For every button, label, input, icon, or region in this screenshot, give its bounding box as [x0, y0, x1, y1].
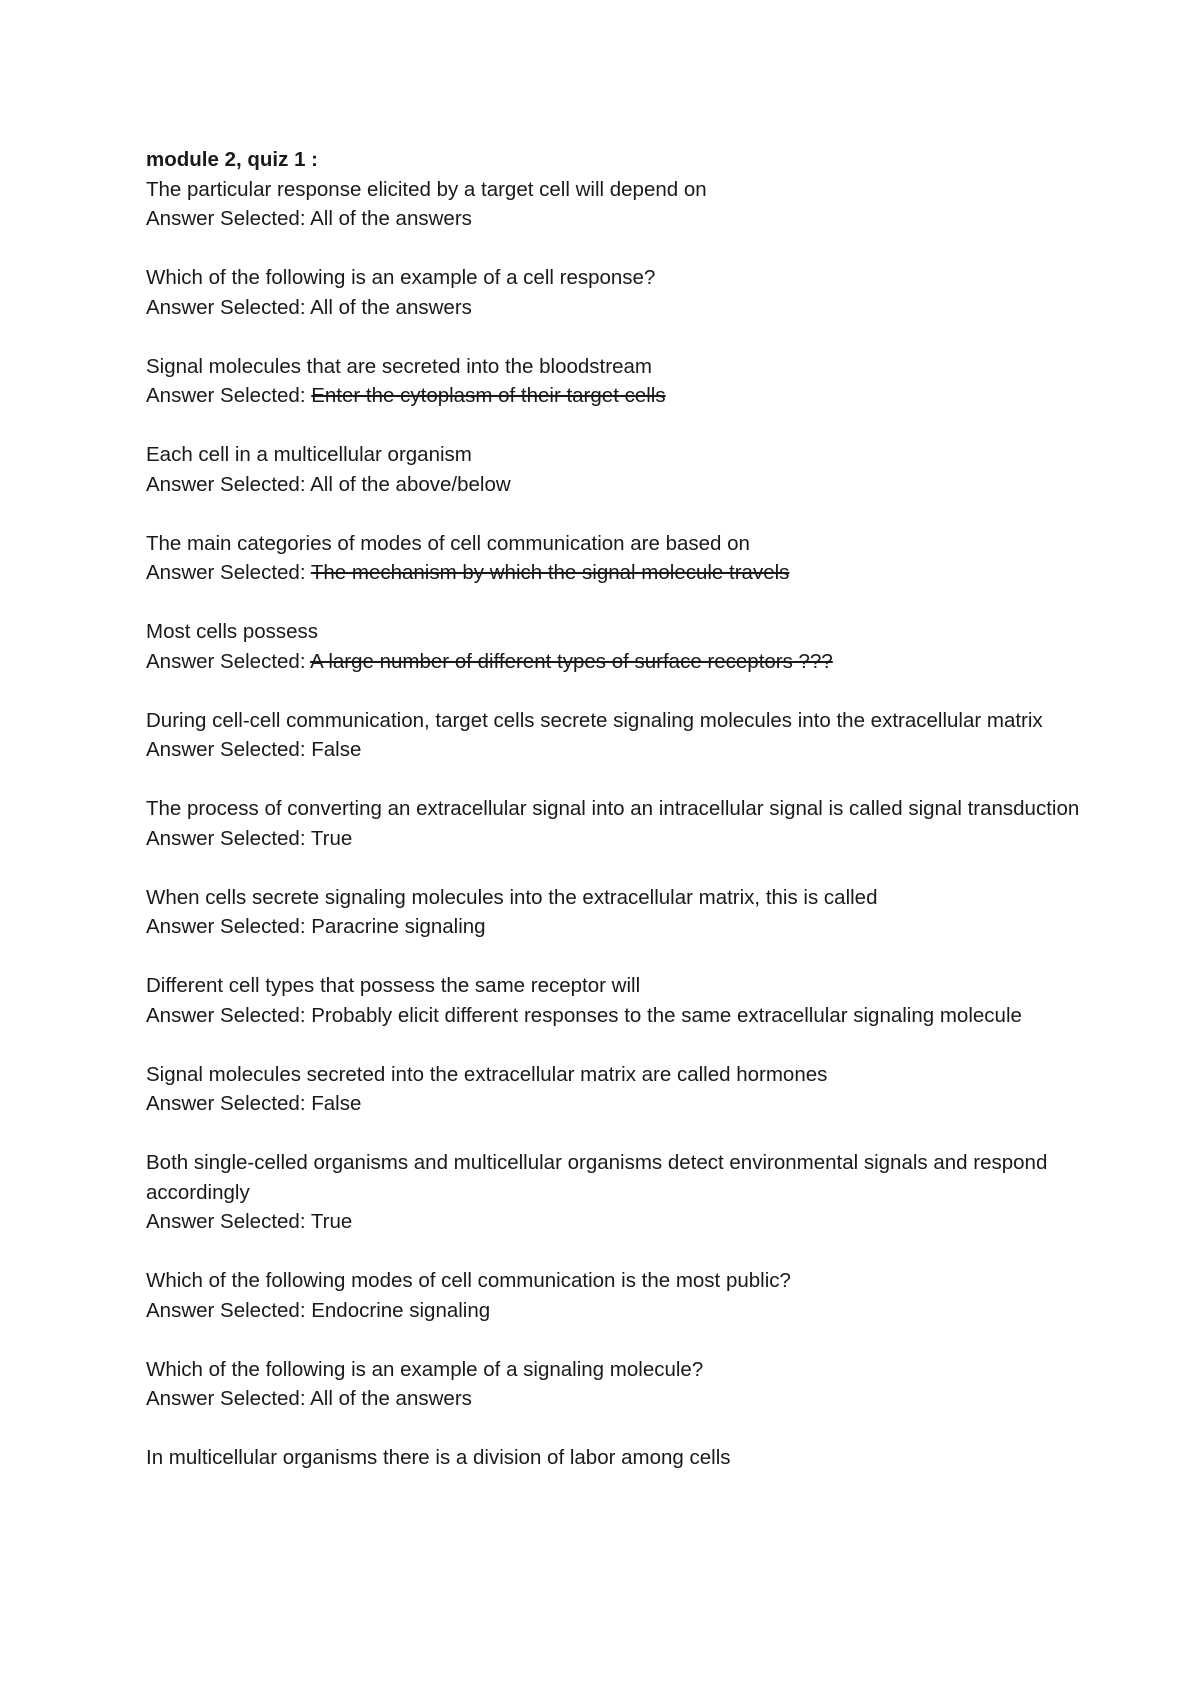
answer-text: False [311, 738, 362, 761]
question-block [146, 1355, 1086, 1414]
answer-text: All of the answers [310, 1387, 472, 1410]
question-block [146, 971, 1086, 1030]
question-text: Most cells possess [146, 620, 319, 643]
answer-line [146, 1001, 1086, 1031]
answer-line [146, 204, 1086, 234]
question-block [146, 263, 1086, 322]
answer-prefix: Answer Selected: [146, 915, 312, 938]
question-text: Which of the following modes of cell communication is the most public? [146, 1269, 791, 1292]
answer-prefix: Answer Selected: [146, 738, 312, 761]
answer-line [146, 1384, 1086, 1414]
answer-text-struck: Enter the cytoplasm of their target cells [311, 384, 666, 407]
question-block [146, 440, 1086, 499]
answer-prefix: Answer Selected: [146, 472, 311, 496]
question-block [146, 1266, 1086, 1325]
question-text: Different cell types that possess the same receptor will [146, 974, 641, 997]
answer-line [146, 470, 1086, 500]
answer-text: True [310, 826, 353, 850]
answer-text: All of the answers [310, 295, 472, 319]
question-block [146, 175, 1086, 234]
answer-prefix: Answer Selected: [146, 1210, 311, 1233]
question-block [146, 1148, 1086, 1237]
answer-prefix: Answer Selected: [146, 1387, 311, 1410]
question-text: Both single-celled organisms and multicellular organisms detect environmental signals and respond accordingly [146, 1151, 1048, 1204]
answer-line [146, 381, 1086, 411]
question-list [146, 175, 1086, 1473]
question-block [146, 1443, 1086, 1473]
question-text: In multicellular organisms there is a division of labor among cells [146, 1446, 731, 1469]
answer-text: Endocrine signaling [311, 1298, 491, 1322]
answer-line [146, 912, 1086, 942]
answer-prefix: Answer Selected: [146, 295, 311, 319]
question-text: When cells secrete signaling molecules into the extracellular matrix, this is called [146, 885, 878, 909]
answer-prefix: Answer Selected: [146, 1298, 312, 1322]
question-block [146, 794, 1086, 853]
answer-text: Paracrine signaling [311, 915, 486, 938]
question-block [146, 883, 1086, 942]
question-block [146, 1060, 1086, 1119]
question-block [146, 529, 1086, 588]
document-title: module 2, quiz 1 : [146, 148, 318, 171]
answer-prefix: Answer Selected: [146, 649, 311, 673]
question-block [146, 706, 1086, 765]
answer-line [146, 293, 1086, 323]
question-text: The process of converting an extracellular signal into an intracellular signal is called signal transduction [146, 797, 1080, 820]
answer-line [146, 824, 1086, 854]
answer-text: All of the above/below [310, 472, 511, 496]
answer-line [146, 1089, 1086, 1119]
question-text: Which of the following is an example of a cell response? [146, 266, 656, 289]
answer-prefix: Answer Selected: [146, 1003, 312, 1027]
question-text: The particular response elicited by a target cell will depend on [146, 177, 707, 201]
document-page [146, 145, 1086, 1473]
answer-line [146, 1207, 1086, 1237]
question-block [146, 352, 1086, 411]
answer-line [146, 1296, 1086, 1326]
answer-prefix: Answer Selected: [146, 561, 311, 584]
answer-text: Probably elicit different responses to the same extracellular signaling molecule [311, 1003, 1022, 1027]
answer-prefix: Answer Selected: [146, 207, 311, 230]
question-text: Signal molecules that are secreted into the bloodstream [146, 354, 652, 378]
answer-prefix: Answer Selected: [146, 1092, 312, 1115]
answer-text-struck: A large number of different types of surface receptors ??? [310, 649, 833, 673]
question-text: During cell-cell communication, target cells secrete signaling molecules into the extracellular matrix [146, 708, 1043, 732]
answer-text-struck: The mechanism by which the signal molecule travels [310, 561, 790, 584]
question-block [146, 617, 1086, 676]
question-text: Which of the following is an example of a signaling molecule? [146, 1357, 704, 1381]
answer-text: True [310, 1210, 353, 1233]
answer-text: All of the answers [310, 207, 472, 230]
answer-line [146, 647, 1086, 677]
answer-line [146, 735, 1086, 765]
answer-line [146, 558, 1086, 588]
answer-prefix: Answer Selected: [146, 826, 311, 850]
question-text: Each cell in a multicellular organism [146, 443, 472, 466]
question-text: Signal molecules secreted into the extracellular matrix are called hormones [146, 1062, 828, 1086]
answer-prefix: Answer Selected: [146, 384, 312, 407]
question-text: The main categories of modes of cell communication are based on [146, 531, 750, 555]
answer-text: False [311, 1092, 362, 1115]
